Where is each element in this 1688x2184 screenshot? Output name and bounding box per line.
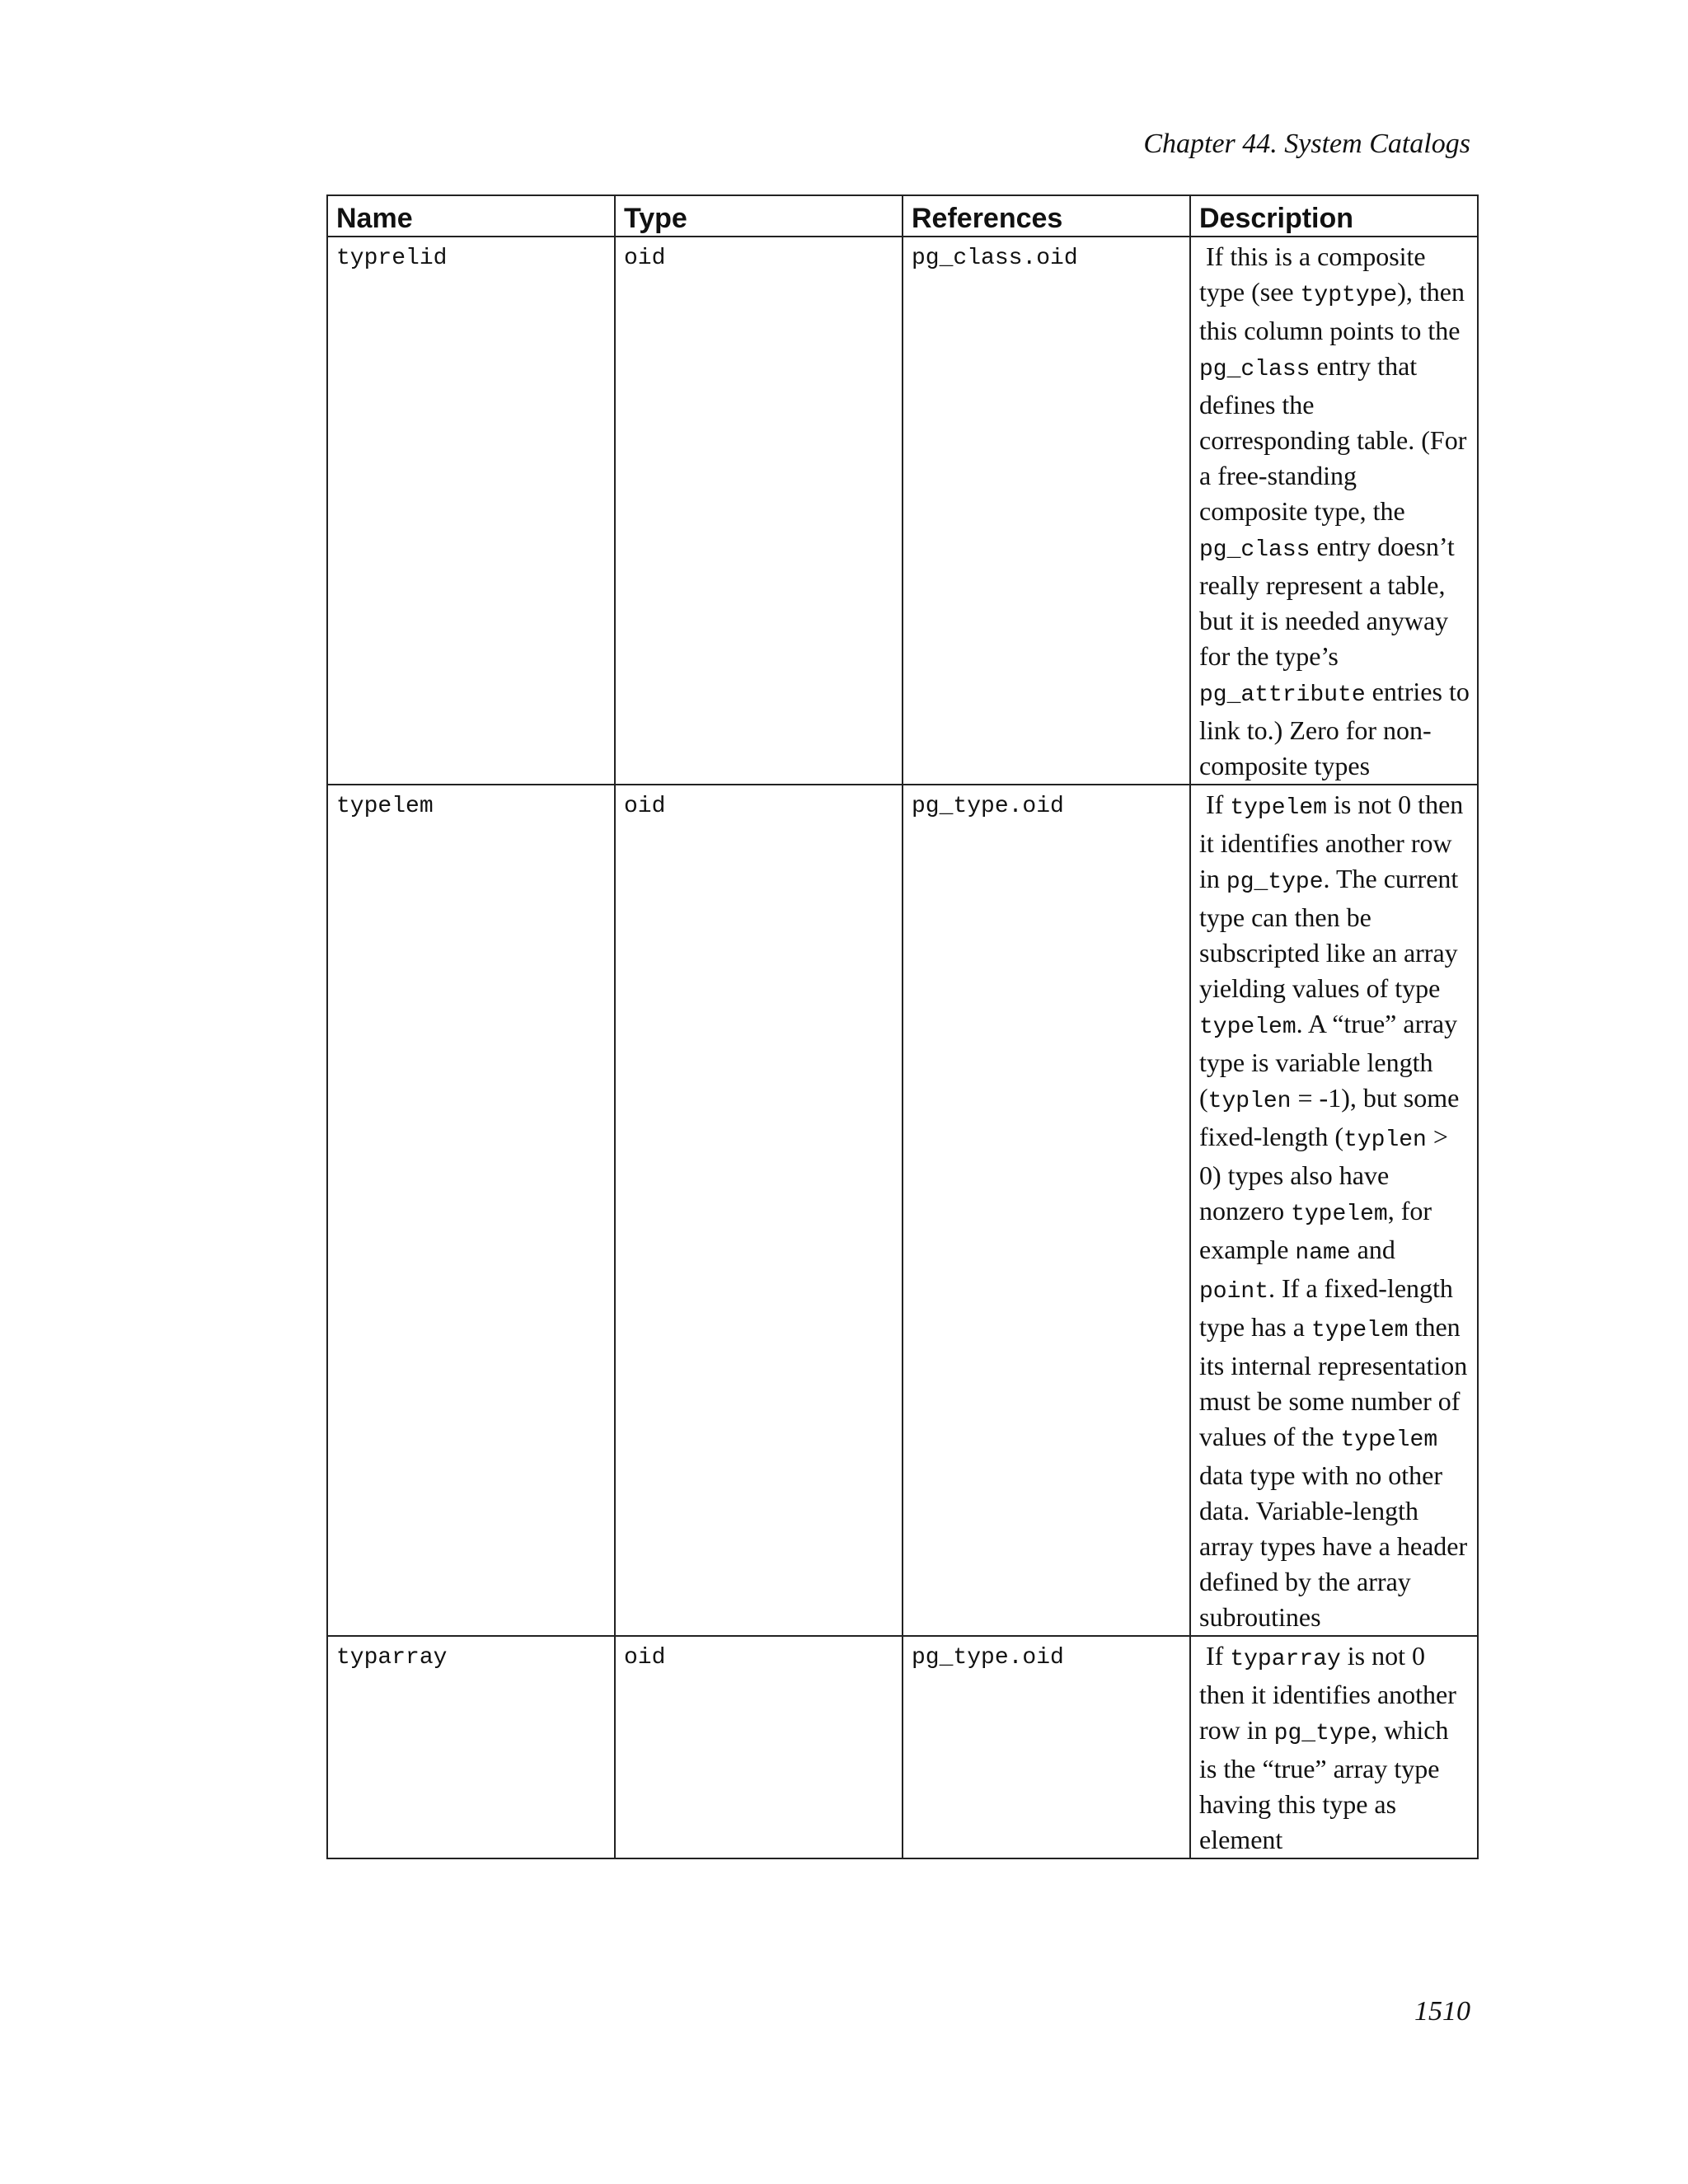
description-code: typelem xyxy=(1230,795,1327,821)
description-code: pg_type xyxy=(1226,869,1324,895)
description-code: typtype xyxy=(1300,283,1398,308)
description-text: and xyxy=(1350,1235,1395,1264)
cell-type: oid xyxy=(615,237,903,785)
description-code: typelem xyxy=(1311,1318,1409,1343)
description-text: If this is a composite type (see xyxy=(1199,241,1426,307)
description-text: , for example xyxy=(1199,1196,1432,1264)
cell-name: typarray xyxy=(327,1636,615,1858)
description-code: pg_class xyxy=(1199,537,1311,563)
column-header-references: References xyxy=(903,195,1190,237)
table-row xyxy=(327,237,1478,785)
table-row xyxy=(327,785,1478,1636)
cell-type: oid xyxy=(615,785,903,1636)
cell-name: typelem xyxy=(327,785,615,1636)
description-text: . The current type can then be subscripted like an array yielding values of type xyxy=(1199,864,1459,1003)
description-text: is not 0 then it identifies another row in xyxy=(1199,1641,1456,1745)
description-text: = -1), but some fixed-length ( xyxy=(1199,1083,1460,1151)
description-code: typelem xyxy=(1291,1202,1388,1227)
cell-description xyxy=(1190,237,1478,785)
cell-references: pg_class.oid xyxy=(903,237,1190,785)
description-text: entry doesn’t really represent a table, but it is needed anyway for the type’s xyxy=(1199,532,1455,671)
cell-type: oid xyxy=(615,1636,903,1858)
description-text: is not 0 then it identifies another row in xyxy=(1199,790,1464,893)
description-text: If xyxy=(1206,1641,1231,1671)
description-code: point xyxy=(1199,1279,1269,1305)
description-text: entries to link to.) Zero for non-composite types xyxy=(1199,677,1470,780)
description-code: typlen xyxy=(1343,1127,1427,1153)
description-text: then its internal representation must be some number of values of the xyxy=(1199,1312,1468,1451)
description-text: . A “true” array type is variable length ( xyxy=(1199,1009,1458,1113)
description-text: , which is the “true” array type having this type as element xyxy=(1199,1715,1449,1854)
description-text: data type with no other data. Variable-length array types have a header defined by the array subroutines xyxy=(1199,1460,1468,1632)
description-code: pg_class xyxy=(1199,357,1311,382)
column-header-type: Type xyxy=(615,195,903,237)
description-text: . If a fixed-length type has a xyxy=(1199,1273,1453,1342)
catalog-columns-table xyxy=(326,194,1479,1859)
description-code: pg_type xyxy=(1273,1721,1372,1746)
description-code: typarray xyxy=(1230,1647,1341,1672)
running-header: Chapter 44. System Catalogs xyxy=(1143,129,1470,159)
description-code: name xyxy=(1295,1240,1351,1266)
page-number: 1510 xyxy=(1414,1996,1470,2027)
description-code: typelem xyxy=(1199,1015,1296,1040)
description-code: typlen xyxy=(1207,1089,1292,1114)
table-header-row xyxy=(327,195,1478,237)
cell-references: pg_type.oid xyxy=(903,1636,1190,1858)
description-text: entry that defines the corresponding table. (For a free-standing composite type, the xyxy=(1199,351,1467,526)
description-text: > 0) types also have nonzero xyxy=(1199,1122,1448,1226)
description-text: If xyxy=(1206,790,1231,819)
cell-description xyxy=(1190,785,1478,1636)
cell-description xyxy=(1190,1636,1478,1858)
description-code: typelem xyxy=(1340,1427,1438,1453)
description-text: ), then this column points to the xyxy=(1199,277,1465,345)
table-row xyxy=(327,1636,1478,1858)
cell-references: pg_type.oid xyxy=(903,785,1190,1636)
column-header-name: Name xyxy=(327,195,615,237)
column-header-description: Description xyxy=(1190,195,1478,237)
cell-name: typrelid xyxy=(327,237,615,785)
description-code: pg_attribute xyxy=(1199,682,1366,708)
